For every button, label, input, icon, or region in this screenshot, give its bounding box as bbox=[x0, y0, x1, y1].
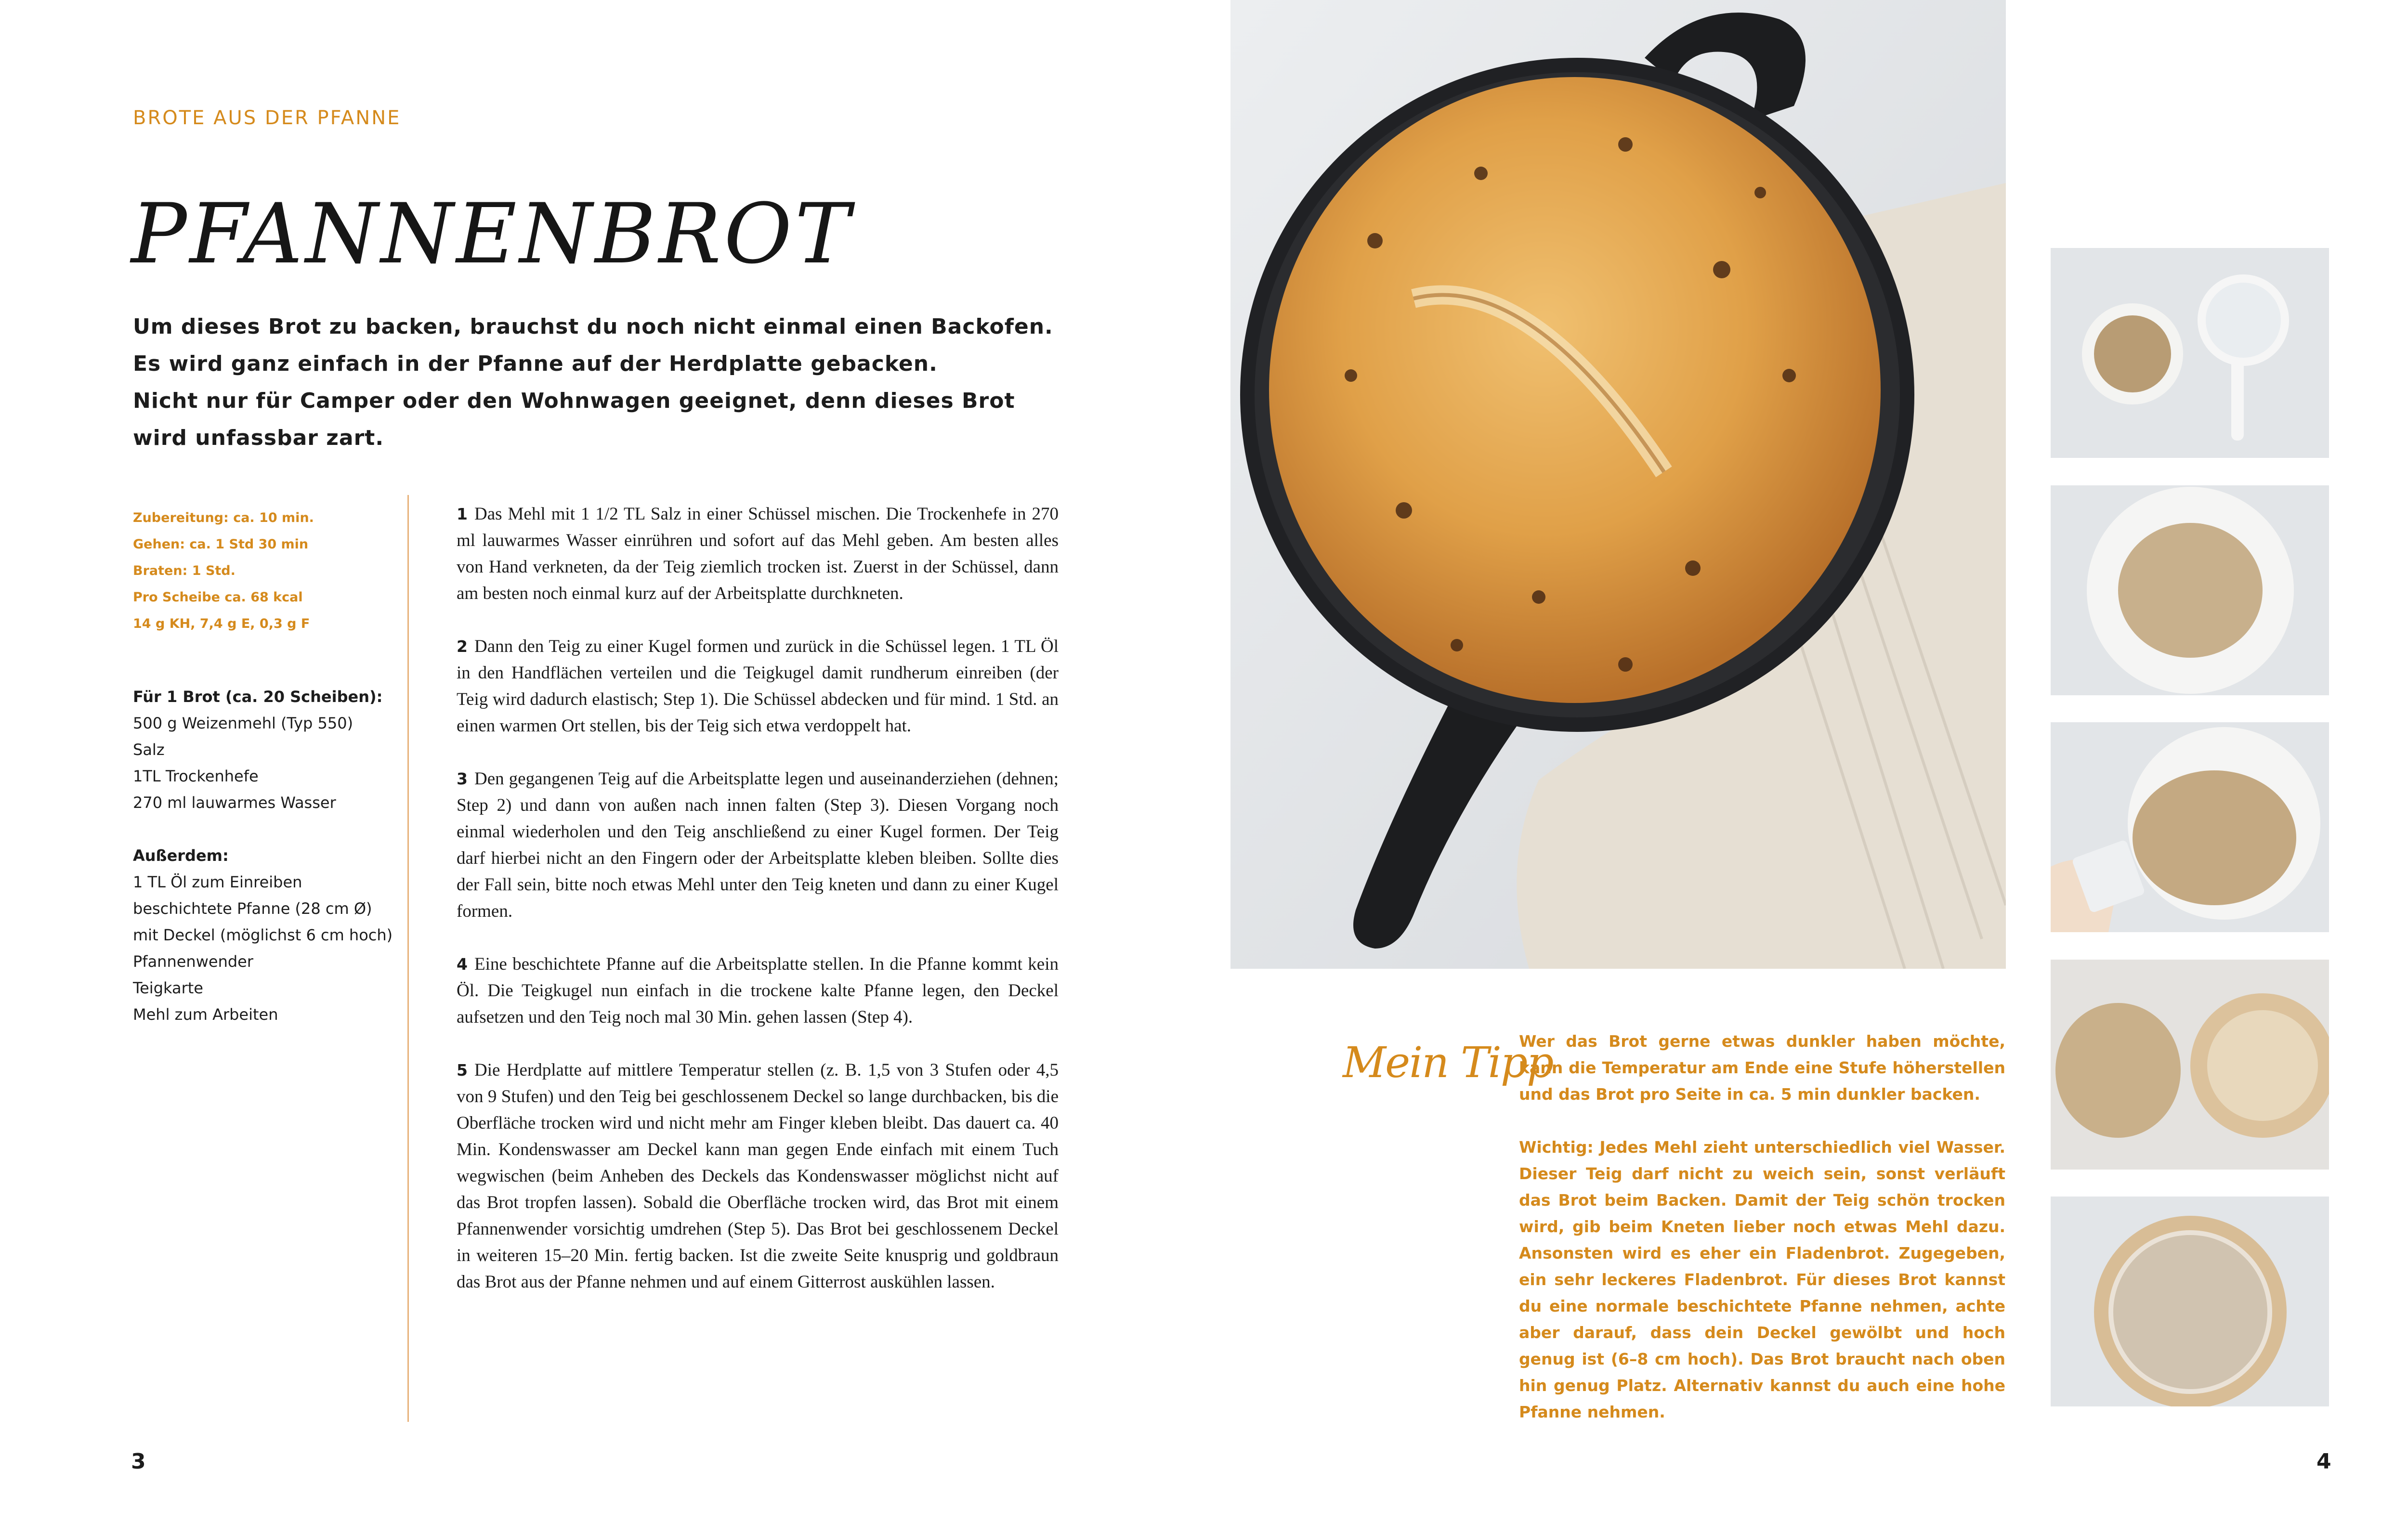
page-title: PFANNENBROT bbox=[131, 185, 853, 282]
instructions bbox=[457, 501, 1059, 1322]
extra-item: Teigkarte bbox=[133, 979, 203, 997]
step-photo-2 bbox=[2051, 485, 2329, 695]
dough-in-bowl-illustration bbox=[2051, 485, 2329, 695]
tip-box bbox=[1519, 1028, 2005, 1452]
step-number: 2 bbox=[457, 637, 468, 656]
step-2 bbox=[457, 633, 1059, 739]
meta-cook-time: Braten: 1 Std. bbox=[133, 563, 236, 578]
extra-item: Pfannenwender bbox=[133, 952, 253, 971]
page-number-right: 4 bbox=[2316, 1449, 2331, 1474]
intro-line: wird unfassbar zart. bbox=[133, 426, 384, 450]
section-kicker: BROTE AUS DER PFANNE bbox=[133, 107, 401, 129]
extra-item: beschichtete Pfanne (28 cm Ø) bbox=[133, 899, 372, 918]
ingredient-item: 500 g Weizenmehl (Typ 550) bbox=[133, 714, 353, 732]
step-photo-4 bbox=[2051, 960, 2329, 1170]
meta-nutrition: 14 g KH, 7,4 g E, 0,3 g F bbox=[133, 616, 310, 631]
extras-heading: Außerdem: bbox=[133, 846, 229, 865]
ingredient-item: Salz bbox=[133, 741, 165, 759]
tip-paragraph: Wer das Brot gerne etwas dunkler haben möchte, kann die Temperatur am Ende eine Stufe höherstellen und das Brot pro Seite in ca. 5 min dunkler backen. bbox=[1519, 1032, 2005, 1104]
dough-ball-and-basket-illustration bbox=[2051, 960, 2329, 1170]
meta-prep-time: Zubereitung: ca. 10 min. bbox=[133, 510, 314, 525]
step-number: 3 bbox=[457, 769, 468, 788]
hero-photo-bread-in-skillet bbox=[1230, 0, 2006, 969]
intro-line: Um dieses Brot zu backen, brauchst du noch nicht einmal einen Backofen. bbox=[133, 314, 1053, 339]
step-text: Dann den Teig zu einer Kugel formen und zurück in die Schüssel legen. 1 TL Öl in den Handflächen verteilen und die Teigkugel damit rundherum einreiben (der Teig wird dadurch elastisch; Step 1). Die Schüssel abdecken und für mind. 1 Std. an einen warmen Ort stellen, bis der Teig sich etwa verdoppelt hat. bbox=[457, 637, 1059, 736]
meta-calories: Pro Scheibe ca. 68 kcal bbox=[133, 590, 303, 605]
column-divider bbox=[407, 495, 409, 1422]
step-text: Eine beschichtete Pfanne auf die Arbeitsplatte stellen. In die Pfanne kommt kein Öl. Die Teigkugel nun einfach in die trockene kalte Pfanne legen, den Deckel aufsetzen und den Teig noch mal 30 Min. gehen lassen (Step 4). bbox=[457, 954, 1059, 1027]
ingredients-list bbox=[133, 684, 403, 1028]
ingredient-item: 1TL Trockenhefe bbox=[133, 767, 259, 785]
extra-item: 1 TL Öl zum Einreiben bbox=[133, 873, 302, 891]
meta-rise-time: Gehen: ca. 1 Std 30 min bbox=[133, 537, 309, 552]
skillet-bread-illustration bbox=[1230, 0, 2006, 969]
step-number: 5 bbox=[457, 1061, 468, 1080]
step-text: Die Herdplatte auf mittlere Temperatur stellen (z. B. 1,5 von 3 Stufen oder 4,5 von 9 Stufen) und den Teig bei geschlossenem Deckel so lange durchbacken, bis die Oberfläche trocken wird und nicht mehr am Finger kleben bleibt. Das dauert ca. 40 Min. Kondenswasser am Deckel kann man gegen Ende einfach mit einem Tuch wegwischen (beim Anheben des Deckels das Kondenswasser möglichst nicht auf das Brot tropfen lassen). Sobald die Oberfläche trocken wird, das Brot mit einem Pfannenwender vorsichtig umdrehen (Step 5). Das Brot bei geschlossenem Deckel in weiteren 15–20 Min. fertig backen. Ist die zweite Seite knusprig und goldbraun das Brot aus der Pfanne nehmen und auf einem Gitterrost auskühlen lassen. bbox=[457, 1060, 1059, 1292]
extra-item: Mehl zum Arbeiten bbox=[133, 1005, 278, 1024]
step-5 bbox=[457, 1057, 1059, 1295]
recipe-meta bbox=[133, 505, 314, 637]
extra-item: mit Deckel (möglichst 6 cm hoch) bbox=[133, 926, 393, 944]
tip-paragraph: Wichtig: Jedes Mehl zieht unterschiedlich viel Wasser. Dieser Teig darf nicht zu weich sein, sonst verläuft das Brot beim Backen. Damit der Teig schön trocken wird, gib beim Kneten lieber noch etwas Mehl dazu. Ansonsten wird es eher ein Fladenbrot. Zugegeben, ein sehr leckeres Fladenbrot. Für dieses Brot kannst du eine normale beschichtete Pfanne nehmen, achte aber darauf, dass dein Deckel gewölbt und hoch genug ist (6–8 cm hoch). Das Brot braucht nach oben hin genug Platz. Alternativ kannst du auch eine hohe Pfanne nehmen. bbox=[1519, 1138, 2005, 1421]
step-3 bbox=[457, 766, 1059, 924]
step-photo-5 bbox=[2051, 1197, 2329, 1406]
step-number: 4 bbox=[457, 955, 468, 974]
step-photo-1 bbox=[2051, 248, 2329, 458]
page-number-left: 3 bbox=[131, 1449, 146, 1474]
step-text: Das Mehl mit 1 1/2 TL Salz in einer Schüssel mischen. Die Trockenhefe in 270 ml lauwarmes Wasser einrühren und sofort auf das Mehl geben. Am besten alles von Hand verkneten, da der Teig ziemlich trocken ist. Zuerst in der Schüssel, dann am besten noch einmal kurz auf der Arbeitsplatte durchkneten. bbox=[457, 504, 1059, 603]
ingredients-heading: Für 1 Brot (ca. 20 Scheiben): bbox=[133, 688, 383, 706]
step-4 bbox=[457, 951, 1059, 1030]
step-photo-3 bbox=[2051, 722, 2329, 932]
folding-dough-illustration bbox=[2051, 722, 2329, 932]
ingredient-item: 270 ml lauwarmes Wasser bbox=[133, 794, 336, 812]
intro-paragraph bbox=[133, 308, 1053, 456]
step-number: 1 bbox=[457, 505, 468, 523]
covered-dough-illustration bbox=[2051, 1197, 2329, 1406]
flour-and-water-illustration bbox=[2051, 248, 2329, 458]
intro-line: Es wird ganz einfach in der Pfanne auf der Herdplatte gebacken. bbox=[133, 351, 938, 376]
step-1 bbox=[457, 501, 1059, 607]
step-text: Den gegangenen Teig auf die Arbeitsplatte legen und auseinanderziehen (dehnen; Step 2) und dann von außen nach innen falten (Step 3). Diesen Vorgang noch einmal wiederholen und den Teig anschließend zu einer Kugel formen. Der Teig darf hierbei nicht an den Fingern oder der Arbeitsplatte kleben bleiben. Sollte dies der Fall sein, bitte noch etwas Mehl unter den Teig kneten und dann zu einer Kugel formen. bbox=[457, 769, 1059, 921]
intro-line: Nicht nur für Camper oder den Wohnwagen geeignet, denn dieses Brot bbox=[133, 389, 1015, 413]
tip-signature: Mein Tipp bbox=[1343, 1038, 1553, 1087]
